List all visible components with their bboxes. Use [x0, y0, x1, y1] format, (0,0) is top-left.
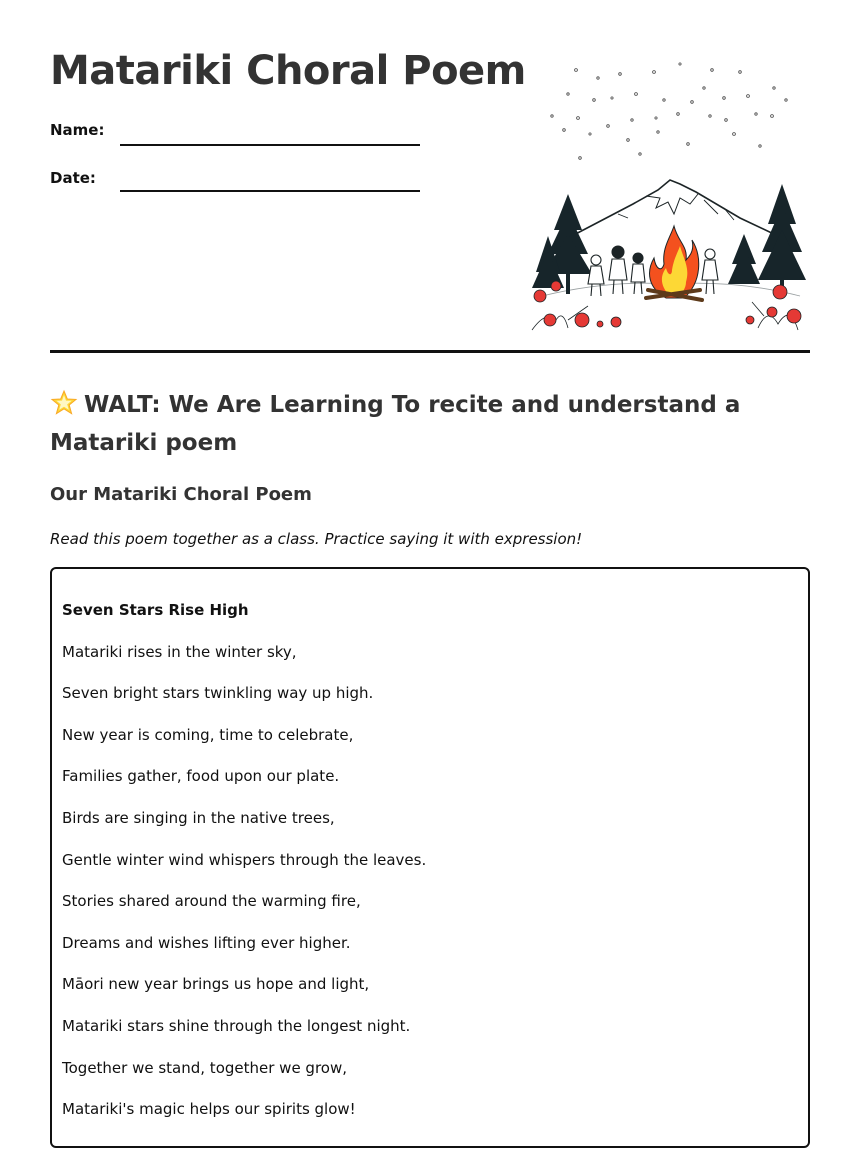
poem-line: Dreams and wishes lifting ever higher. [62, 933, 351, 952]
poem-line: Together we stand, together we grow, [62, 1058, 348, 1077]
star-icon [50, 389, 78, 417]
date-field-line[interactable] [120, 190, 420, 192]
pine-tree-left [532, 194, 592, 294]
section-divider [50, 350, 810, 353]
pine-tree-right [728, 184, 806, 298]
poem-line: Families gather, food upon our plate. [62, 767, 340, 786]
poem-line: Matariki's magic helps our spirits glow! [62, 1100, 356, 1119]
poem-section-heading: Our Matariki Choral Poem [50, 484, 312, 505]
name-field-line[interactable] [120, 144, 420, 146]
poem-line: Seven bright stars twinkling way up high. [62, 684, 374, 703]
poem-line: Matariki stars shine through the longest night. [62, 1016, 411, 1035]
worksheet-title: Matariki Choral Poem [50, 48, 526, 94]
matariki-campfire-illustration [528, 58, 812, 334]
stars-cluster [551, 63, 787, 159]
poem-title: Seven Stars Rise High [62, 601, 249, 619]
poem-line: Stories shared around the warming fire, [62, 892, 361, 911]
walt-heading [50, 386, 810, 462]
poem-box [50, 567, 810, 1148]
poem-line: Birds are singing in the native trees, [62, 808, 335, 827]
poem-line: Māori new year brings us hope and light, [62, 975, 370, 994]
poem-instructions: Read this poem together as a class. Practice saying it with expression! [50, 530, 583, 548]
walt-text: WALT: We Are Learning To recite and understand a Matariki poem [50, 392, 741, 456]
poem-line: New year is coming, time to celebrate, [62, 725, 354, 744]
name-label: Name: [50, 121, 105, 139]
poem-line: Matariki rises in the winter sky, [62, 642, 297, 661]
poem-line: Gentle winter wind whispers through the leaves. [62, 850, 427, 869]
date-label: Date: [50, 169, 96, 187]
